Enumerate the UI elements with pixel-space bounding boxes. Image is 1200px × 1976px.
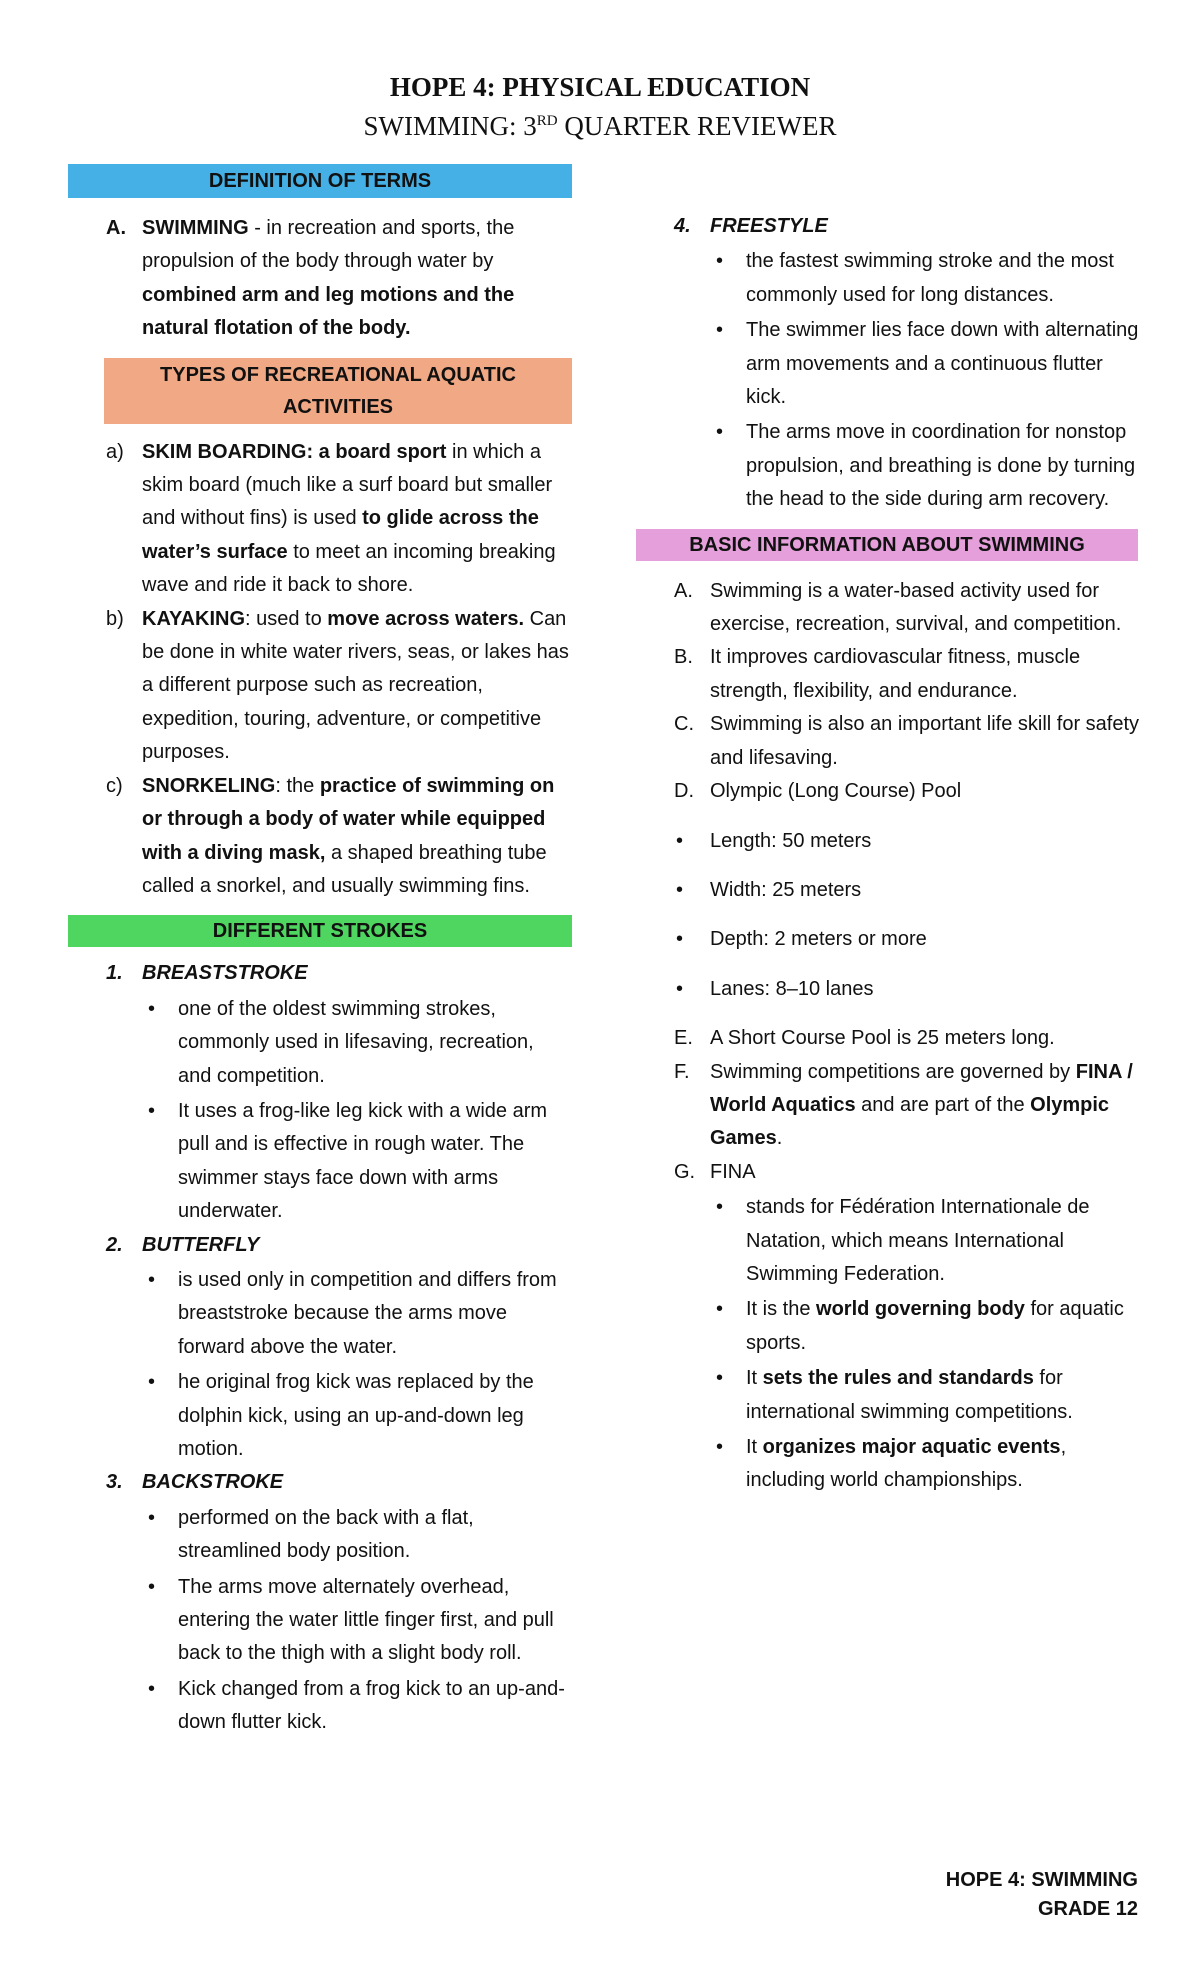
info-item-d: D. Olympic (Long Course) Pool [674, 780, 962, 803]
info-item-a: A. Swimming is a water-based activity used for exercise, recreation, survival, and competition. [674, 579, 1122, 636]
list-item: • is used only in competition and differs from breaststroke because the arms move forward above the water. [148, 1268, 557, 1358]
pool-depth: • Depth: 2 meters or more [676, 928, 927, 951]
info-item-c: C. Swimming is also an important life skill for safety and lifesaving. [674, 713, 1140, 769]
list-item: • The arms move alternately overhead, entering the water little finger first, and pull back to the thigh with a slight body roll. [148, 1575, 554, 1665]
pool-lanes: • Lanes: 8–10 lanes [676, 977, 874, 1000]
info-item-g: G. FINA [674, 1160, 756, 1183]
definition-swimming: A. SWIMMING - in recreation and sports, the propulsion of the body through water by combined arm and leg motions and the natural flotation of the body. [106, 217, 515, 340]
info-item-f: F. Swimming competitions are governed by FINA / World Aquatics and are part of the Olympic Games. [674, 1060, 1133, 1150]
list-item: • It sets the rules and standards for international swimming competitions. [716, 1367, 1073, 1423]
list-item: • performed on the back with a flat, streamlined body position. [148, 1506, 474, 1563]
stroke-freestyle-heading: 4. FREESTYLE [674, 215, 828, 237]
list-item: • one of the oldest swimming strokes, commonly used in lifesaving, recreation, and competition. [148, 997, 534, 1087]
pool-width: • Width: 25 meters [676, 878, 862, 901]
activity-skim-boarding: a) SKIM BOARDING: a board sport in which a skim board (much like a surf board but smaller and without fins) is used to glide across the water’s surface to meet an incoming breaking wave and ride it back to shore. [106, 440, 556, 597]
page-title: HOPE 4: PHYSICAL EDUCATION [389, 72, 811, 102]
pool-length: • Length: 50 meters [676, 829, 872, 852]
page-footer [946, 1866, 1138, 1924]
recreational-activities-heading: TYPES OF RECREATIONAL AQUATIC ACTIVITIES [104, 358, 572, 424]
stroke-butterfly-heading: 2. BUTTERFLY [106, 1233, 260, 1256]
list-item: • stands for Fédération Internationale de Natation, which means International Swimming Federation. [716, 1196, 1090, 1285]
page-subtitle: SWIMMING: 3RD QUARTER REVIEWER [363, 111, 837, 141]
left-column [68, 164, 572, 1740]
list-item: • It uses a frog-like leg kick with a wide arm pull and is effective in rough water. The swimmer stays face down with arms underwater. [148, 1099, 548, 1223]
footer-subject: HOPE 4: SWIMMING [945, 1869, 1138, 1891]
list-item: • Kick changed from a frog kick to an up-and-down flutter kick. [148, 1677, 565, 1734]
basic-information-heading: BASIC INFORMATION ABOUT SWIMMING [636, 529, 1138, 561]
stroke-backstroke-heading: 3. BACKSTROKE [106, 1471, 284, 1494]
footer-grade: GRADE 12 [1037, 1898, 1138, 1920]
list-item: • It organizes major aquatic events, including world championships. [716, 1436, 1067, 1492]
list-item: • the fastest swimming stroke and the most commonly used for long distances. [716, 250, 1114, 306]
info-item-e: E. A Short Course Pool is 25 meters long. [674, 1027, 1055, 1050]
activity-snorkeling: c) SNORKELING: the practice of swimming on or through a body of water while equipped with a diving mask, a shaped breathing tube called a snorkel, and usually swimming fins. [106, 774, 555, 897]
stroke-breaststroke-heading: 1. BREASTSTROKE [106, 962, 308, 985]
definition-of-terms-heading: DEFINITION OF TERMS [68, 164, 572, 198]
list-item: • he original frog kick was replaced by the dolphin kick, using an up-and-down leg motion. [148, 1371, 534, 1460]
list-item: • The arms move in coordination for nonstop propulsion, and breathing is done by turning the head to the side during arm recovery. [716, 421, 1136, 511]
different-strokes-heading: DIFFERENT STROKES [68, 915, 572, 947]
page-header [0, 70, 1200, 143]
activity-kayaking: b) KAYAKING: used to move across waters. Can be done in white water rivers, seas, or lakes has a different purpose such as recreation, expedition, touring, adventure, or competitive purposes. [106, 607, 569, 764]
right-column [636, 210, 1140, 1498]
list-item: • It is the world governing body for aquatic sports. [716, 1298, 1124, 1354]
list-item: • The swimmer lies face down with alternating arm movements and a continuous flutter kick. [716, 319, 1139, 409]
info-item-b: B. It improves cardiovascular fitness, muscle strength, flexibility, and endurance. [674, 646, 1081, 702]
